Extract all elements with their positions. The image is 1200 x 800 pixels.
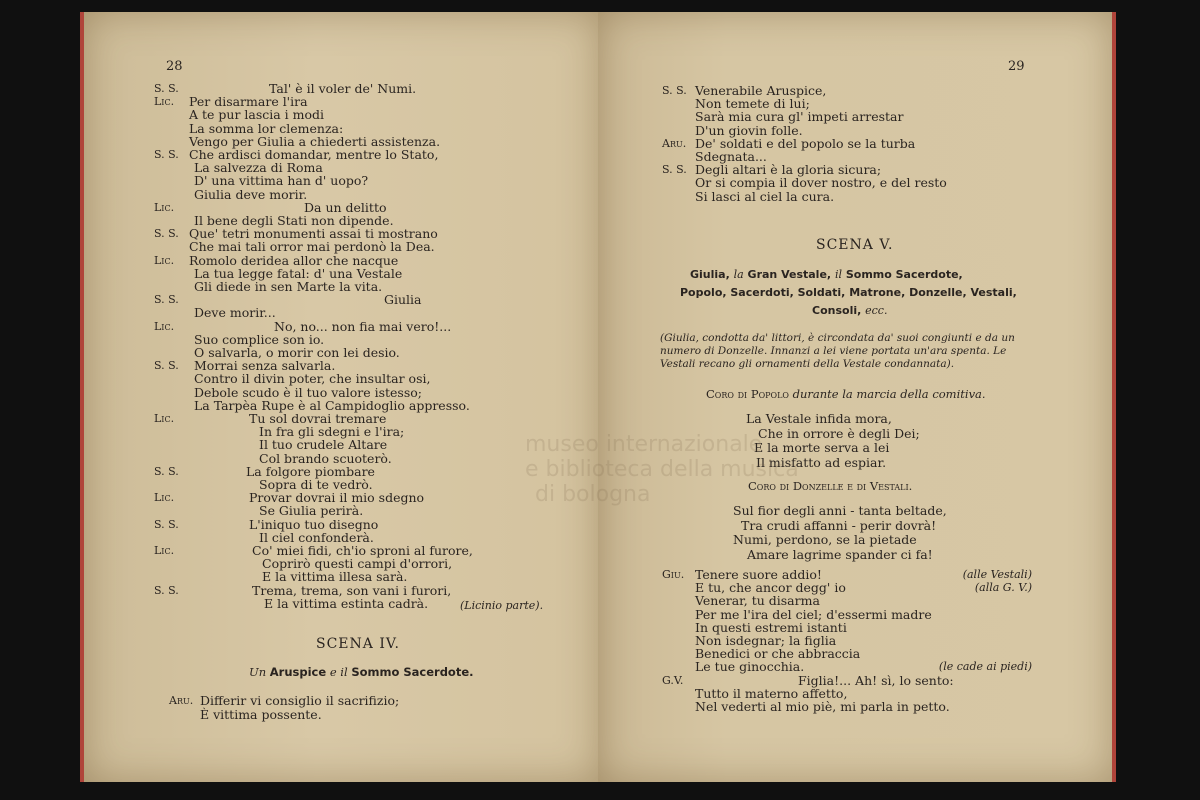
verse-line: Il tuo crudele Altare [259, 437, 388, 453]
verse-line: Suo complice son io. [194, 331, 325, 347]
stage-note: (alle Vestali) [962, 568, 1032, 581]
speaker-label: S. S. [154, 148, 179, 161]
verse-line: Non temete di lui; [695, 96, 810, 112]
verse-line: Per me l'ira del ciel; d'essermi madre [695, 606, 932, 622]
verse-line: Provar dovrai il mio sdegno [249, 490, 425, 506]
verse-line: No, no... non fia mai vero!... [274, 318, 452, 334]
verse-line: E la vittima estinta cadrà. [264, 595, 429, 611]
verse-line: Le tue ginocchia. [695, 659, 805, 675]
speaker-label: Lic. [154, 253, 175, 267]
verse-line: D'un giovin folle. [695, 122, 803, 138]
speaker-label: Aru. [662, 136, 687, 150]
cast-line-2: Popolo, Sacerdoti, Soldati, Matrone, Donzelle, Vestali, [680, 286, 1017, 299]
verse-line: Degli altari è la gloria sicura; [695, 162, 882, 178]
verse-line: De' soldati e del popolo se la turba [695, 135, 916, 151]
verse-line: Sarà mia cura gl' impeti arrestar [695, 109, 904, 125]
chorus-heading-1: Coro di Popolo durante la marcia della comitiva. [706, 387, 986, 401]
verse-line: Se Giulia perirà. [259, 503, 364, 519]
cast-line-3: Consoli, ecc. [812, 304, 888, 317]
chorus-heading-2: Coro di Donzelle e di Vestali. [748, 479, 913, 493]
speaker-label: S. S. [662, 84, 687, 97]
verse-line: In questi estremi istanti [695, 619, 847, 635]
verse-line: Col brando scuoterò. [259, 450, 392, 466]
chorus-line: Numi, perdono, se la pietade [733, 532, 917, 547]
speaker-label: S. S. [154, 517, 179, 531]
speaker-label: G.V. [662, 673, 684, 687]
speaker-label: Giu. [662, 568, 685, 581]
speaker-label: S. S. [154, 227, 179, 241]
verse-line: La salvezza di Roma [194, 160, 323, 176]
verse-line: In fra gli sdegni e l'ira; [259, 424, 405, 440]
verse-line: Tu sol dovrai tremare [249, 411, 387, 426]
verse-line: La folgore piombare [246, 463, 375, 479]
cast-line-1: Giulia, la Gran Vestale, il Sommo Sacerdote, [690, 268, 963, 281]
right-page [598, 12, 1116, 782]
speaker-label: Lic. [154, 412, 175, 425]
verse-line: Sopra di te vedrò. [259, 477, 373, 492]
verse-line: Il bene degli Stati non dipende. [194, 213, 394, 228]
verse-line: Non isdegnar; la figlia [695, 633, 837, 648]
verse-line: Coprirò questi campi d'orrori, [262, 556, 453, 572]
verse-line: Da un delitto [304, 199, 387, 215]
verse-line: Che mai tali orror mai perdonò la Dea. [189, 239, 435, 255]
library-watermark: museo internazionale e biblioteca della musica di bologna [525, 432, 799, 507]
left-page [80, 12, 600, 782]
page-number: 28 [166, 59, 183, 74]
stage-direction-2: numero di Donzelle. Innanzi a lei viene portata un'ara spenta. Le [660, 345, 1007, 357]
verse-line: E tu, che ancor degg' io [695, 580, 846, 596]
verse-line: Vengo per Giulia a chiederti assistenza. [189, 133, 441, 149]
stage-note: (alla G. V.) [974, 581, 1032, 595]
verse-line: Si lasci al ciel la cura. [695, 188, 835, 204]
verse-line: Figlia!... Ah! sì, lo sento: [798, 672, 954, 688]
verse-line: Romolo deridea allor che nacque [189, 252, 399, 268]
verse-line: Or si compia il dover nostro, e del resto [695, 175, 947, 191]
verse-line: E la vittima illesa sarà. [262, 569, 408, 585]
speaker-label: S. S. [154, 293, 179, 307]
verse-line: Debole scudo è il tuo valore istesso; [194, 384, 422, 400]
chorus-line: Amare lagrime spander ci fa! [747, 546, 933, 562]
verse-line: Gli diede in sen Marte la vita. [194, 279, 383, 294]
verse-line: L'iniquo tuo disegno [249, 516, 379, 532]
speaker-label: S. S. [154, 82, 179, 95]
speaker-label: Aru. [169, 694, 194, 707]
page-number: 29 [1008, 59, 1025, 74]
verse-line: Que' tetri monumenti assai ti mostrano [189, 226, 438, 242]
speaker-label: Lic. [154, 544, 175, 557]
chorus-line: La Vestale infida mora, [746, 411, 892, 426]
verse-line: Per disarmare l'ira [189, 94, 308, 110]
verse-line: Tal' è il voler de' Numi. [269, 81, 417, 96]
verse-line: Deve morir... [194, 305, 276, 321]
verse-line: Differir vi consiglio il sacrifizio; [200, 693, 400, 708]
stage-note: (Licinio parte). [460, 599, 544, 612]
speaker-label: Lic. [154, 200, 175, 214]
verse-line: Il ciel confonderà. [259, 529, 374, 545]
verse-line: La somma lor clemenza: [189, 120, 344, 136]
speaker-label: Lic. [154, 95, 175, 109]
chorus-line: Che in orrore è degli Dei; [758, 425, 920, 441]
speaker-label: S. S. [154, 464, 179, 478]
verse-line: Venerabile Aruspice, [695, 83, 827, 98]
verse-line: D' una vittima han d' uopo? [194, 173, 369, 189]
verse-line: Trema, trema, son vani i furori, [252, 582, 452, 598]
verse-line: È vittima possente. [200, 707, 322, 722]
speaker-label: Lic. [154, 491, 175, 505]
speaker-label: Lic. [154, 319, 175, 333]
stage-direction-3: Vestali recano gli ornamenti della Vestale condannata). [660, 358, 955, 370]
verse-line: La tua legge fatal: d' una Vestale [194, 265, 403, 281]
verse-line: La Tarpèa Rupe è al Campidoglio appresso. [194, 397, 470, 413]
verse-line: Co' miei fidi, ch'io sproni al furore, [252, 543, 473, 558]
scene-title: SCENA V. [816, 237, 894, 253]
scene-title: SCENA IV. [316, 636, 400, 652]
verse-line: Morrai senza salvarla. [194, 358, 336, 374]
stage-note: (le cade ai piedi) [938, 660, 1032, 674]
verse-line: Benedici or che abbraccia [695, 646, 861, 662]
verse-line: Giulia deve morir. [194, 186, 308, 202]
verse-line: Venerar, tu disarma [695, 593, 820, 609]
chorus-line: Tra crudi affanni - perir dovrà! [741, 517, 937, 533]
stage-direction-1: (Giulia, condotta da' littori, è circondata da' suoi congiunti e da un [660, 332, 1015, 344]
chorus-line: Il misfatto ad espiar. [756, 454, 887, 470]
verse-line: Giulia [384, 292, 422, 308]
chorus-line: Sul fior degli anni - tanta beltade, [733, 503, 947, 518]
chorus-line: E la morte serva a lei [754, 440, 890, 455]
speaker-label: S. S. [154, 583, 179, 597]
verse-line: Tenere suore addio! [695, 567, 822, 582]
speaker-label: S. S. [662, 163, 687, 177]
verse-line: Che ardisci domandar, mentre lo Stato, [189, 147, 439, 162]
verse-line: Contro il divin poter, che insultar osi, [194, 371, 431, 387]
verse-line: A te pur lascia i modi [189, 107, 325, 123]
speaker-label: S. S. [154, 359, 179, 373]
verse-line: O salvarla, o morir con lei desio. [194, 345, 400, 360]
verse-line: Sdegnata... [695, 149, 767, 164]
verse-line: Tutto il materno affetto, [695, 685, 848, 701]
verse-line: Nel vederti al mio piè, mi parla in petto. [695, 699, 950, 714]
scene-cast: Un Aruspice e il Sommo Sacerdote. [249, 665, 474, 679]
